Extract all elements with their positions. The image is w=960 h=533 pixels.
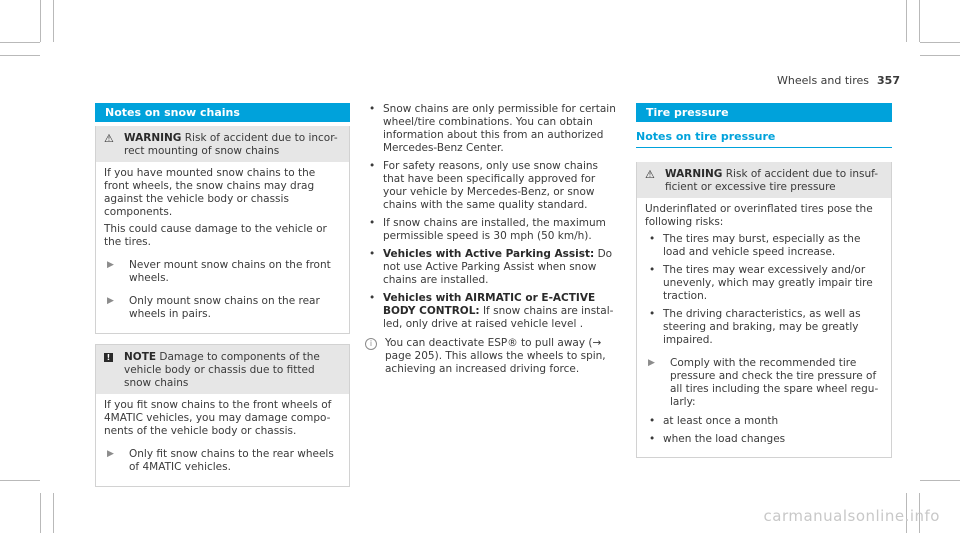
column-snow-chain-rules	[365, 103, 620, 376]
note-label: NOTE	[124, 351, 157, 363]
arrow-icon: ▶	[107, 260, 114, 270]
crop-mark	[920, 42, 960, 43]
list-item: • Vehicles with Active Parking Assist: Do not use Active Parking Assist when snow chains are installed.	[369, 248, 613, 286]
list-item: • The tires may burst, especially as the load and vehicle speed increase.	[649, 233, 861, 258]
paragraph: If you fit snow chains to the front wheels of 4MATIC vehicles, you may damage compo- nents of the vehicle body or chassis.	[104, 399, 332, 437]
list-item: • For safety reasons, only use snow chains that have been specifically approved for your vehicle by Mercedes-Benz, or snow chains with the same quality standard.	[369, 160, 598, 211]
crop-mark	[0, 55, 40, 56]
instruction-step	[645, 357, 883, 409]
warning-box	[95, 126, 350, 334]
warning-body	[637, 198, 891, 457]
subsection-heading: Notes on tire pressure	[636, 130, 892, 148]
crop-mark	[40, 493, 41, 533]
paragraph: If you have mounted snow chains to the front wheels, the snow chains may drag against the vehicle body or chassis components.	[104, 167, 316, 218]
warning-box	[636, 162, 892, 458]
warning-body	[96, 162, 349, 333]
warning-header	[637, 162, 891, 198]
arrow-icon: ▶	[107, 296, 114, 306]
list-item: • at least once a month	[649, 415, 779, 427]
list-item: • Snow chains are only permissible for certain wheel/tire combinations. You can obtain information about this from an authorized Mercedes-Benz Center.	[369, 103, 616, 154]
crop-mark	[53, 493, 54, 533]
warning-label: WARNING	[665, 168, 723, 180]
running-header	[777, 74, 900, 87]
step-text: Never mount snow chains on the front wheels.	[129, 259, 331, 284]
instruction-step	[104, 448, 341, 474]
step-text: Comply with the recommended tire pressure and check the tire pressure of all tires including the spare wheel regu- larly:	[670, 357, 879, 408]
section-title: Wheels and tires	[777, 74, 870, 87]
warning-triangle-icon: ⚠	[645, 168, 655, 181]
note-box	[95, 344, 350, 487]
paragraph: Underinflated or overinflated tires pose the following risks:	[645, 203, 873, 228]
column-tire-pressure	[636, 103, 892, 458]
crop-mark	[53, 0, 54, 42]
info-icon: i	[365, 337, 385, 376]
warning-text: Risk of accident due to insuf- ficient or excessive tire pressure	[665, 168, 879, 193]
crop-mark	[0, 480, 40, 481]
paragraph: This could cause damage to the vehicle or the tires.	[104, 223, 327, 248]
crop-mark	[920, 480, 960, 481]
note-header	[96, 344, 349, 394]
crop-mark	[920, 55, 960, 56]
crop-mark	[0, 42, 40, 43]
info-note	[365, 337, 620, 376]
section-heading: Tire pressure	[636, 103, 892, 122]
instruction-step	[104, 259, 341, 285]
warning-label: WARNING	[124, 132, 182, 144]
notice-icon: !	[104, 351, 124, 390]
step-text: Only mount snow chains on the rear wheels in pairs.	[129, 295, 320, 320]
list-item: • when the load changes	[649, 433, 786, 445]
list-item: • The tires may wear excessively and/or unevenly, which may greatly impair tire traction.	[649, 264, 873, 302]
list-item: • Vehicles with AIRMATIC or E-ACTIVE BODY CONTROL: If snow chains are instal- led, only drive at raised vehicle level .	[369, 292, 614, 330]
crop-mark	[919, 0, 920, 42]
section-heading: Notes on snow chains	[95, 103, 350, 122]
warning-text: Risk of accident due to incor- rect mounting of snow chains	[124, 132, 338, 157]
warning-header	[96, 126, 349, 162]
note-text: Damage to components of the vehicle body or chassis due to fitted snow chains	[124, 351, 320, 389]
note-body	[96, 394, 349, 486]
instruction-step	[104, 295, 341, 321]
list-item: • If snow chains are installed, the maximum permissible speed is 30 mph (50 km/h).	[369, 217, 606, 242]
crop-mark	[906, 0, 907, 42]
watermark: carmanualsonline.info	[763, 507, 940, 525]
arrow-icon: ▶	[648, 358, 655, 368]
column-snow-chains	[95, 103, 350, 487]
info-text: You can deactivate ESP® to pull away (→ page 205). This allows the wheels to spin, achieving an increased driving force.	[385, 337, 606, 375]
warning-triangle-icon: ⚠	[104, 132, 114, 145]
page-number: 357	[877, 74, 900, 87]
list-item: • The driving characteristics, as well as steering and braking, may be greatly impaired.	[649, 308, 861, 346]
step-text: Only fit snow chains to the rear wheels of 4MATIC vehicles.	[129, 448, 334, 473]
arrow-icon: ▶	[107, 449, 114, 459]
crop-mark	[40, 0, 41, 42]
